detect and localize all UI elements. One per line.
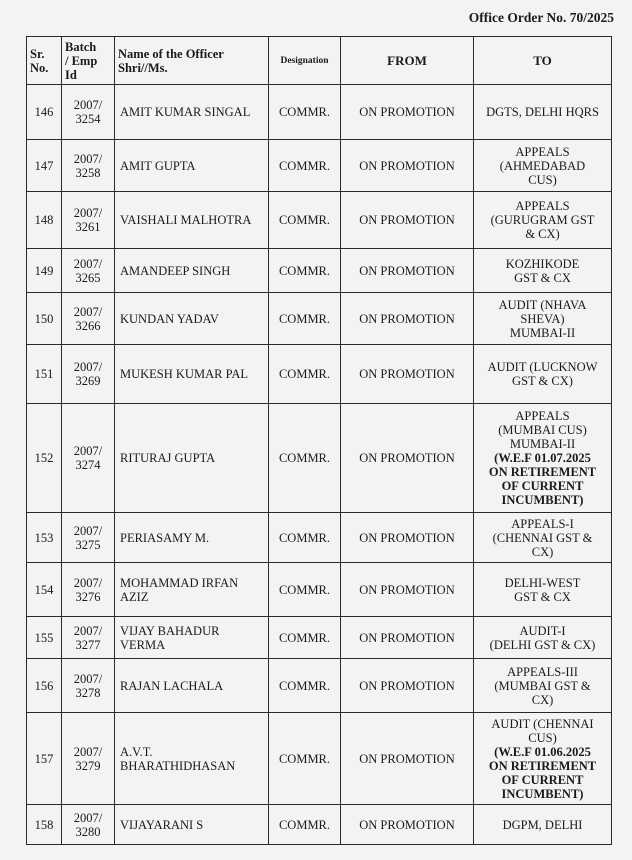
table-row (27, 293, 612, 345)
sr-no-cell: 149 (27, 249, 62, 293)
officer-name-cell: RITURAJ GUPTA (115, 404, 269, 513)
to-line: APPEALS (515, 199, 570, 213)
to-line: CX) (531, 544, 554, 559)
officer-name-cell: RAJAN LACHALA (115, 659, 269, 713)
to-cell (474, 249, 612, 293)
to-line: (W.E.F 01.07.2025 (494, 451, 591, 465)
batch-line: 3261 (75, 220, 101, 234)
designation-cell: COMMR. (269, 713, 341, 805)
to-cell (474, 563, 612, 617)
batch-emp-id-cell (62, 140, 115, 192)
to-line: APPEALS-III (507, 664, 578, 679)
batch-line: 2007/ (73, 671, 103, 686)
to-line: KOZHIKODE (505, 256, 580, 271)
to-line: MUMBAI-II (509, 325, 576, 340)
designation-cell: COMMR. (269, 659, 341, 713)
to-line: (GURUGRAM GST (490, 213, 595, 227)
batch-emp-id-cell (62, 659, 115, 713)
designation-cell: COMMR. (269, 192, 341, 249)
sr-no-cell: 146 (27, 85, 62, 140)
to-line: AUDIT-I (519, 623, 566, 638)
batch-emp-id-cell (62, 85, 115, 140)
batch-emp-id-cell (62, 617, 115, 659)
table-row (27, 513, 612, 563)
batch-line: 2007/ (73, 575, 103, 590)
to-cell (474, 404, 612, 513)
sr-no-cell: 158 (27, 805, 62, 845)
officer-name-cell: VIJAYARANI S (115, 805, 269, 845)
to-line: DELHI-WEST (504, 575, 581, 590)
batch-emp-id-cell (62, 293, 115, 345)
table-row (27, 563, 612, 617)
to-line: & CX) (525, 227, 560, 241)
to-line: (AHMEDABAD (499, 158, 586, 173)
designation-cell: COMMR. (269, 140, 341, 192)
table-row (27, 140, 612, 192)
to-line: (CHENNAI GST & (492, 530, 593, 545)
sr-no-cell: 157 (27, 713, 62, 805)
batch-line: 3258 (75, 165, 101, 180)
to-line: AUDIT (NHAVA (498, 297, 587, 312)
batch-line: 2007/ (73, 523, 103, 538)
designation-cell: COMMR. (269, 345, 341, 404)
officer-name-cell: MOHAMMAD IRFAN AZIZ (115, 563, 269, 617)
designation-cell: COMMR. (269, 249, 341, 293)
to-cell (474, 659, 612, 713)
col-header-officer-name: Name of the Officer Shri//Ms. (115, 37, 269, 85)
to-line: OF CURRENT (501, 479, 584, 493)
batch-emp-id-cell (62, 713, 115, 805)
table-row (27, 404, 612, 513)
sr-no-cell: 154 (27, 563, 62, 617)
from-cell: ON PROMOTION (341, 345, 474, 404)
col-header-batch: Batch / Emp Id (62, 37, 115, 85)
table-row (27, 345, 612, 404)
from-cell: ON PROMOTION (341, 563, 474, 617)
to-cell (474, 293, 612, 345)
from-cell: ON PROMOTION (341, 659, 474, 713)
designation-cell: COMMR. (269, 404, 341, 513)
col-header-sr-no: Sr. No. (27, 37, 62, 85)
batch-emp-id-cell (62, 249, 115, 293)
officer-name-cell: VIJAY BAHADUR VERMA (115, 617, 269, 659)
from-cell: ON PROMOTION (341, 140, 474, 192)
to-line: APPEALS (515, 409, 570, 423)
to-line: GST & CX (514, 589, 571, 604)
to-cell (474, 713, 612, 805)
to-line: (MUMBAI CUS) (498, 423, 587, 437)
designation-cell: COMMR. (269, 85, 341, 140)
officer-name-cell: KUNDAN YADAV (115, 293, 269, 345)
batch-line: 2007/ (73, 256, 103, 271)
batch-line: 2007/ (73, 360, 103, 374)
to-line: DGPM, DELHI (502, 817, 583, 832)
sr-no-cell: 147 (27, 140, 62, 192)
officer-name-cell: A.V.T. BHARATHIDHASAN (115, 713, 269, 805)
batch-line: 2007/ (73, 98, 103, 112)
table-row (27, 249, 612, 293)
to-line: INCUMBENT) (501, 493, 584, 507)
to-cell (474, 345, 612, 404)
batch-line: 2007/ (73, 810, 103, 825)
sr-no-cell: 150 (27, 293, 62, 345)
batch-emp-id-cell (62, 345, 115, 404)
batch-line: 3254 (75, 112, 101, 126)
sr-no-cell: 151 (27, 345, 62, 404)
to-line: (W.E.F 01.06.2025 (494, 744, 591, 759)
batch-line: 2007/ (73, 744, 103, 759)
batch-line: 3266 (75, 318, 101, 333)
table-row (27, 713, 612, 805)
to-cell (474, 513, 612, 563)
to-line: GST & CX) (512, 374, 573, 388)
table-row (27, 617, 612, 659)
to-line: CUS) (528, 172, 557, 187)
to-line: (MUMBAI GST & (494, 678, 591, 693)
table-row (27, 192, 612, 249)
col-header-to: TO (474, 37, 612, 85)
officer-name-cell: AMANDEEP SINGH (115, 249, 269, 293)
to-line: GST & CX (514, 270, 571, 285)
from-cell: ON PROMOTION (341, 293, 474, 345)
to-line: OF CURRENT (501, 772, 584, 787)
sr-no-cell: 153 (27, 513, 62, 563)
to-line: CUS) (528, 730, 557, 745)
to-line: MUMBAI-II (509, 437, 576, 451)
office-order-number: Office Order No. 70/2025 (468, 10, 614, 25)
batch-line: 2007/ (73, 304, 103, 319)
officer-name-cell: VAISHALI MALHOTRA (115, 192, 269, 249)
to-cell (474, 805, 612, 845)
designation-cell: COMMR. (269, 293, 341, 345)
table-row (27, 805, 612, 845)
table-row (27, 659, 612, 713)
to-line: APPEALS-I (511, 516, 574, 531)
to-line: AUDIT (LUCKNOW (487, 360, 598, 374)
sr-no-cell: 148 (27, 192, 62, 249)
officer-name-cell: MUKESH KUMAR PAL (115, 345, 269, 404)
designation-cell: COMMR. (269, 617, 341, 659)
batch-line: 3280 (75, 824, 101, 839)
batch-line: 3279 (75, 758, 101, 773)
batch-emp-id-cell (62, 513, 115, 563)
from-cell: ON PROMOTION (341, 513, 474, 563)
to-line: AUDIT (CHENNAI (491, 716, 594, 731)
to-cell (474, 140, 612, 192)
batch-line: 2007/ (73, 206, 103, 220)
to-line: DGTS, DELHI HQRS (486, 105, 599, 119)
designation-cell: COMMR. (269, 563, 341, 617)
from-cell: ON PROMOTION (341, 404, 474, 513)
to-cell (474, 85, 612, 140)
to-line: ON RETIREMENT (488, 465, 597, 479)
officer-name-cell: AMIT GUPTA (115, 140, 269, 192)
batch-line: 3275 (75, 537, 101, 552)
to-cell (474, 192, 612, 249)
batch-line: 2007/ (73, 623, 103, 638)
batch-emp-id-cell (62, 805, 115, 845)
from-cell: ON PROMOTION (341, 617, 474, 659)
col-header-designation: Designation (269, 37, 341, 85)
from-cell: ON PROMOTION (341, 713, 474, 805)
to-line: SHEVA) (520, 311, 565, 326)
batch-line: 3277 (75, 637, 101, 652)
to-line: INCUMBENT) (501, 786, 584, 801)
to-cell (474, 617, 612, 659)
batch-line: 3276 (75, 589, 101, 604)
col-header-from: FROM (341, 37, 474, 85)
table-header-row (27, 37, 612, 85)
officer-name-cell: PERIASAMY M. (115, 513, 269, 563)
designation-cell: COMMR. (269, 513, 341, 563)
to-line: ON RETIREMENT (488, 758, 597, 773)
sr-no-cell: 155 (27, 617, 62, 659)
to-line: CX) (531, 692, 554, 707)
sr-no-cell: 156 (27, 659, 62, 713)
batch-emp-id-cell (62, 404, 115, 513)
batch-emp-id-cell (62, 563, 115, 617)
from-cell: ON PROMOTION (341, 805, 474, 845)
batch-line: 3274 (75, 458, 101, 472)
batch-emp-id-cell (62, 192, 115, 249)
from-cell: ON PROMOTION (341, 192, 474, 249)
posting-table (26, 36, 612, 845)
to-line: (DELHI GST & CX) (489, 637, 596, 652)
batch-line: 3265 (75, 270, 101, 285)
from-cell: ON PROMOTION (341, 249, 474, 293)
table-row (27, 85, 612, 140)
batch-line: 3269 (75, 374, 101, 388)
officer-name-cell: AMIT KUMAR SINGAL (115, 85, 269, 140)
batch-line: 2007/ (73, 151, 103, 166)
designation-cell: COMMR. (269, 805, 341, 845)
to-line: APPEALS (515, 144, 570, 159)
from-cell: ON PROMOTION (341, 85, 474, 140)
batch-line: 3278 (75, 685, 101, 700)
batch-line: 2007/ (73, 444, 103, 458)
sr-no-cell: 152 (27, 404, 62, 513)
